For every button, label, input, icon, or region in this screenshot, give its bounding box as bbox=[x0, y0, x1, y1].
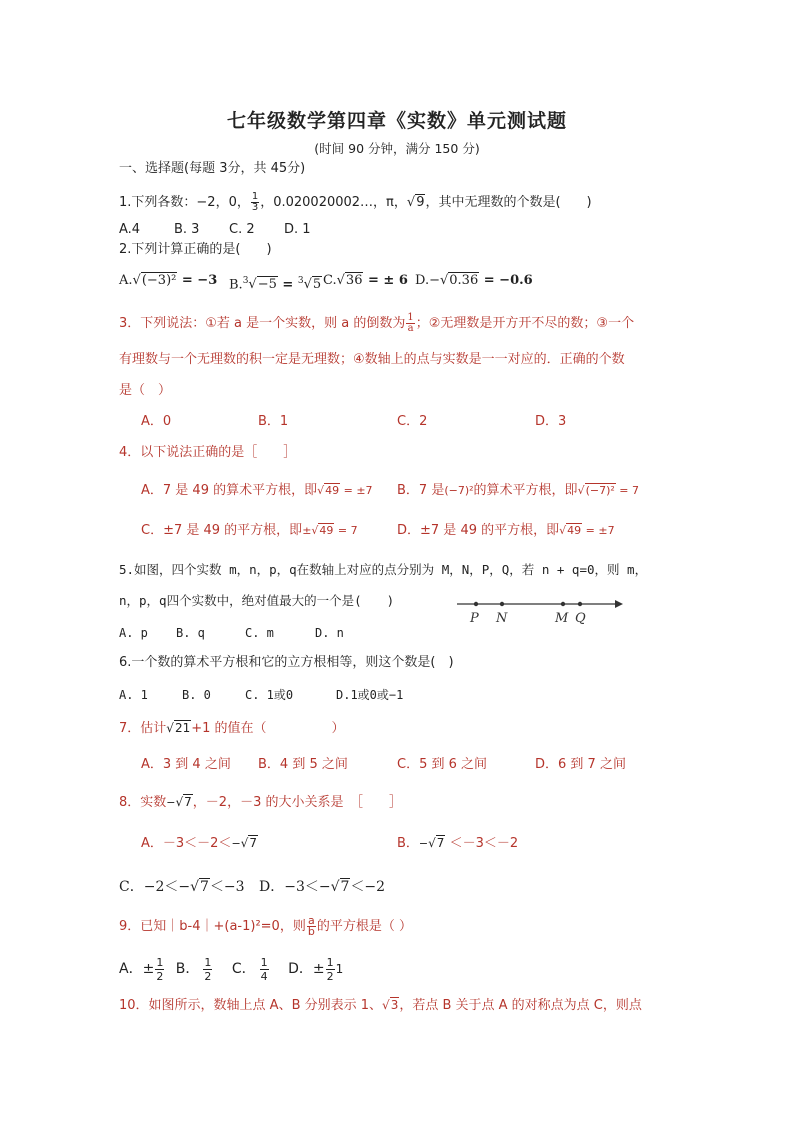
q5-option-b: B. q bbox=[176, 626, 205, 640]
point-p-label: P bbox=[470, 611, 479, 626]
q2-option-d: D.−√0.36 = −0.6 bbox=[415, 273, 533, 288]
q3-option-c: C．2 bbox=[397, 414, 428, 429]
q3-option-a: A．0 bbox=[141, 414, 172, 429]
q1-option-b: B. 3 bbox=[174, 222, 200, 237]
q9-option-d: D．± $\frac{1}{2}$ 1 bbox=[288, 955, 344, 983]
question-4: 4．以下说法正确的是［ ］ bbox=[119, 445, 297, 460]
q8-option-d: D．−3＜−√7＜−2 bbox=[259, 879, 386, 895]
q9-option-c: C． $\frac{1}{4}$ bbox=[231, 955, 268, 983]
question-7: 7．估计√21+1 的值在（ ） bbox=[119, 721, 345, 736]
section-heading: 一、选择题(每题 3分，共 45分) bbox=[119, 161, 306, 176]
question-5-line-1: 5.如图，四个实数 m，n，p，q在数轴上对应的点分别为 M，N，P，Q，若 n + q=0，则 m， bbox=[119, 562, 648, 577]
q1-option-c: C. 2 bbox=[229, 222, 255, 237]
q9-option-a: A．± $\frac{1}{2}$ bbox=[119, 955, 164, 983]
q1-sqrt: √9 bbox=[406, 195, 425, 210]
q6-option-b: B. 0 bbox=[182, 688, 211, 702]
point-n-dot bbox=[500, 602, 504, 606]
question-8: 8．实数−√7，－2，－3 的大小关系是 ［ ］ bbox=[119, 795, 402, 810]
point-p-dot bbox=[474, 602, 478, 606]
q7-option-b: B．4 到 5 之间 bbox=[258, 757, 348, 772]
q8-option-a: A．－3＜－2＜−√7 bbox=[141, 836, 257, 851]
q6-option-c: C. 1或0 bbox=[245, 688, 294, 702]
point-n-label: N bbox=[496, 611, 508, 626]
q7-option-a: A．3 到 4 之间 bbox=[141, 757, 231, 772]
q4-option-c: C．±7 是 49 的平方根，即±√49 = 7 bbox=[141, 523, 358, 538]
point-q-dot bbox=[578, 602, 582, 606]
question-6: 6.一个数的算术平方根和它的立方根相等，则这个数是( ) bbox=[119, 655, 454, 670]
q5-option-a: A. p bbox=[119, 626, 148, 640]
q9-option-b: B． $\frac{1}{2}$ bbox=[175, 955, 212, 983]
q5-option-c: C. m bbox=[245, 626, 274, 640]
q4-option-b: B．7 是(−7)²的算术平方根，即√(−7)² = 7 bbox=[397, 483, 640, 498]
q6-option-a: A. 1 bbox=[119, 688, 148, 702]
point-m-dot bbox=[561, 602, 565, 606]
q2-option-a: A.√(−3)² = −3 bbox=[119, 273, 218, 288]
question-1: 1.下列各数：−2，0， $\frac{1}{3}$ ，0.020020002…，π，√9，其中无理数的个数是( ) bbox=[119, 191, 592, 213]
point-m-label: M bbox=[555, 611, 569, 626]
number-line-figure bbox=[455, 594, 625, 628]
q3-option-b: B．1 bbox=[258, 414, 289, 429]
q4-option-d: D．±7 是 49 的平方根，即√49 = ±7 bbox=[397, 523, 615, 538]
q5-option-d: D. n bbox=[315, 626, 344, 640]
question-10: 10．如图所示，数轴上点 A、B 分别表示 1、√3，若点 B 关于点 A 的对称点为点 C，则点 bbox=[119, 998, 642, 1013]
q7-option-c: C．5 到 6 之间 bbox=[397, 757, 488, 772]
q4-option-a: A．7 是 49 的算术平方根，即√49 = ±7 bbox=[141, 483, 373, 498]
q1-option-a: A.4 bbox=[119, 222, 141, 237]
question-5-line-2: n，p，q四个实数中，绝对值最大的一个是( ) bbox=[119, 593, 395, 608]
q6-option-d: D.1或0或−1 bbox=[336, 688, 404, 702]
question-3-line-3: 是（ ） bbox=[119, 383, 172, 398]
q2-option-b: B.$^3$√−5 = $^3$√5 bbox=[229, 276, 322, 293]
q8-option-c: C．−2＜−√7＜−3 bbox=[119, 879, 245, 895]
q9-options bbox=[119, 952, 343, 986]
number-line-arrow bbox=[615, 600, 623, 608]
question-3-line-1: 3．下列说法：①若 a 是一个实数，则 a 的倒数为 $\frac{1}{a}$ ；②无理数是开方开不尽的数；③一个 bbox=[119, 312, 635, 334]
q3-option-d: D．3 bbox=[535, 414, 567, 429]
question-3-line-2: 有理数与一个无理数的积一定是无理数；④数轴上的点与实数是一一对应的．正确的个数 bbox=[119, 352, 625, 367]
page-title: 七年级数学第四章《实数》单元测试题 bbox=[226, 110, 567, 132]
q1-fraction: $\frac{1}{3}$ bbox=[251, 191, 259, 213]
q7-option-d: D．6 到 7 之间 bbox=[535, 757, 626, 772]
page-subtitle: (时间 90 分钟，满分 150 分) bbox=[314, 141, 480, 156]
q8-option-b: B．−√7 ＜－3＜－2 bbox=[397, 836, 519, 851]
q2-option-c: C.√36 = ± 6 bbox=[323, 273, 408, 288]
q1-option-d: D. 1 bbox=[284, 222, 311, 237]
point-q-label: Q bbox=[575, 611, 586, 626]
q1-stem: 1.下列各数：−2，0， bbox=[119, 195, 250, 210]
question-2: 2.下列计算正确的是( ) bbox=[119, 242, 272, 257]
question-9: 9．已知｜b-4｜+(a-1)²=0，则 $\frac{a}{b}$ 的平方根是（ ） bbox=[119, 914, 412, 938]
